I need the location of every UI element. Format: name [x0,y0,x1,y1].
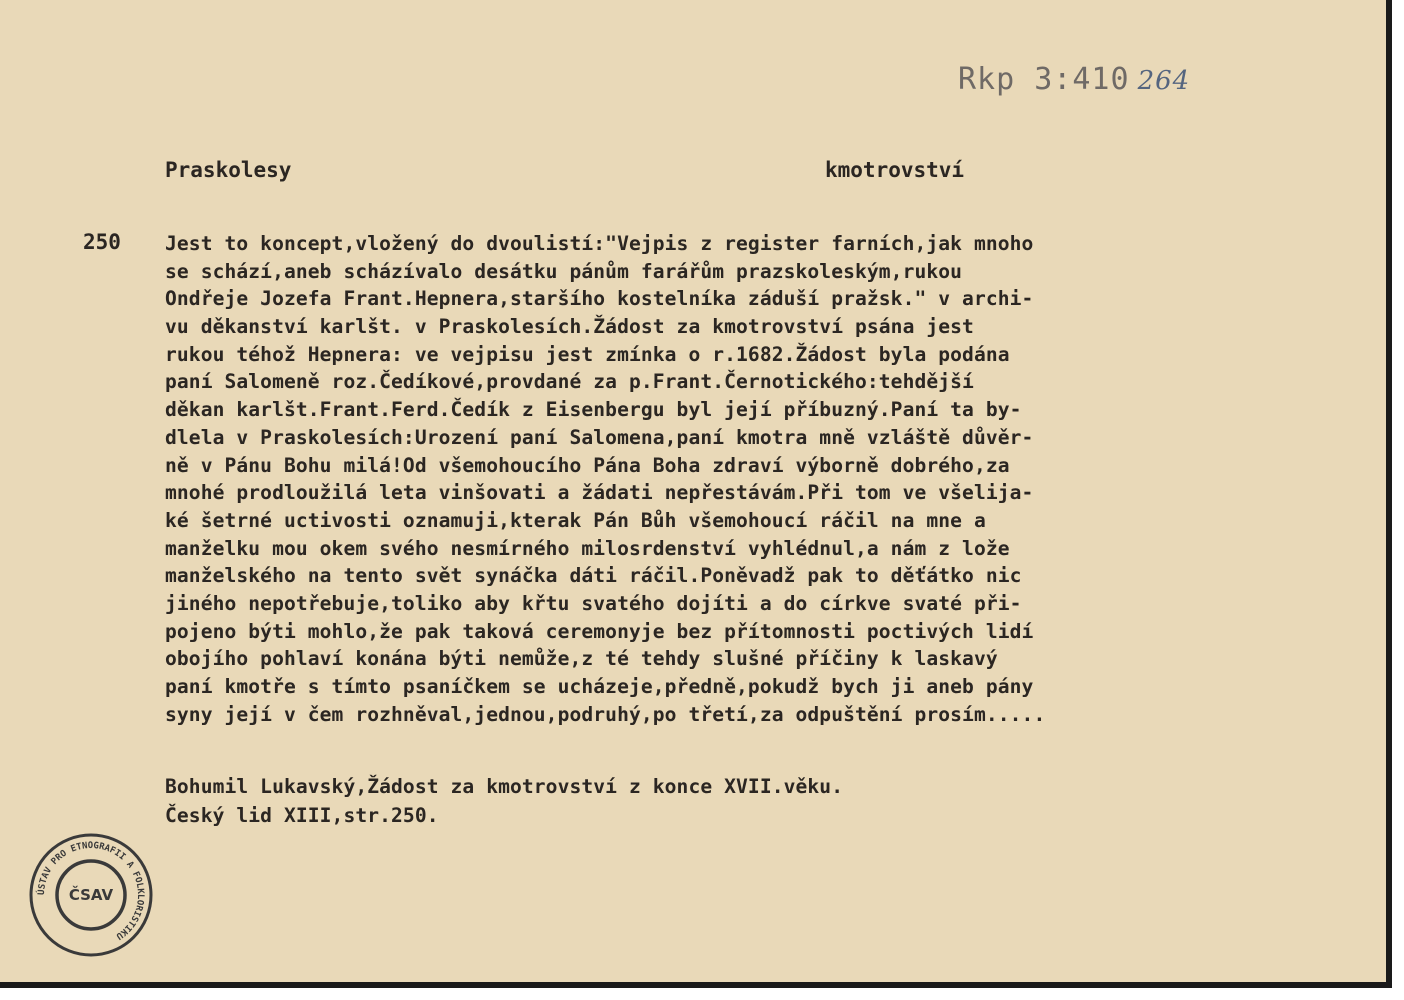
text-line: dlela v Praskolesích:Urození paní Salomena,paní kmotra mně vzláště důvěr- [165,425,1034,449]
entry-text [165,230,1380,728]
text-line: manželského na tento svět synáčka dáti ráčil.Poněvadž pak to děťátko nic [165,564,1022,588]
subject-heading: kmotrovství [825,158,965,182]
text-line: Jest to koncept,vložený do dvoulistí:"Vejpis z register farních,jak mnoho [165,232,1034,255]
text-line: pojeno býti mohlo,že pak taková ceremonyje bez přítomnosti poctivých lidí [165,619,1034,643]
text-line: paní Salomeně roz.Čedíkové,provdané za p.Frant.Černotického:tehdější [165,370,974,394]
text-line: ké šetrné uctivosti oznamuji,kterak Pán Bůh všemohoucí ráčil na mne a [165,508,986,532]
shelfmark-typed: Rkp 3:410 [958,62,1130,97]
text-line: obojího pohlaví konána býti nemůže,z té tehdy slušné příčiny k laskavý [165,647,998,671]
place-heading: Praskolesy [165,158,292,182]
text-line: paní kmotře s tímto psaníčkem se ucházeje,předně,pokudž bych ji aneb pány [165,675,1034,698]
text-line: se schází,aneb scházívalo desátku pánům farářům prazskoleským,rukou [165,259,963,283]
shelfmark-handwritten: 264 [1137,66,1191,96]
text-line: ně v Pánu Bohu milá!Od všemohoucího Pána Boha zdraví výborně dobrého,za [165,453,1010,477]
entry-number: 250 [83,230,121,254]
text-line: manželku mou okem svého nesmírného milosrdenství vyhlédnul,a nám z lože [165,536,1010,560]
text-line: vu děkanství karlšt. v Praskolesích.Žádost za kmotrovství psána jest [165,315,974,339]
source-citation [165,772,843,830]
text-line: Ondřeje Jozefa Frant.Hepnera,staršího kostelníka záduší pražsk." v archi- [165,287,1034,311]
text-line: mnohé prodloužilá leta vinšovati a žádati nepřestávám.Při tom ve všelija- [165,481,1034,505]
source-line: Bohumil Lukavský,Žádost za kmotrovství z konce XVII.věku. [165,775,844,798]
text-line: děkan karlšt.Frant.Ferd.Čedík z Eisenbergu byl její příbuzný.Paní ta by- [165,398,1022,422]
institution-stamp [28,832,154,958]
stamp-ring-text: ÚSTAV PRO ETNOGRAFII A FOLKLORISTIKU [36,840,146,941]
source-line: Český lid XIII,str.250. [165,804,439,827]
text-line: rukou téhož Hepnera: ve vejpisu jest zmínka o r.1682.Žádost byla podána [165,342,1010,366]
stamp-center-text: ČSAV [68,886,114,904]
text-line: jiného nepotřebuje,toliko aby křtu svatého dojíti a do církve svaté při- [165,591,1022,615]
text-line: syny její v čem rozhněval,jednou,podruhý,po třetí,za odpuštění prosím..... [165,702,1046,726]
shelfmark [958,62,1190,97]
